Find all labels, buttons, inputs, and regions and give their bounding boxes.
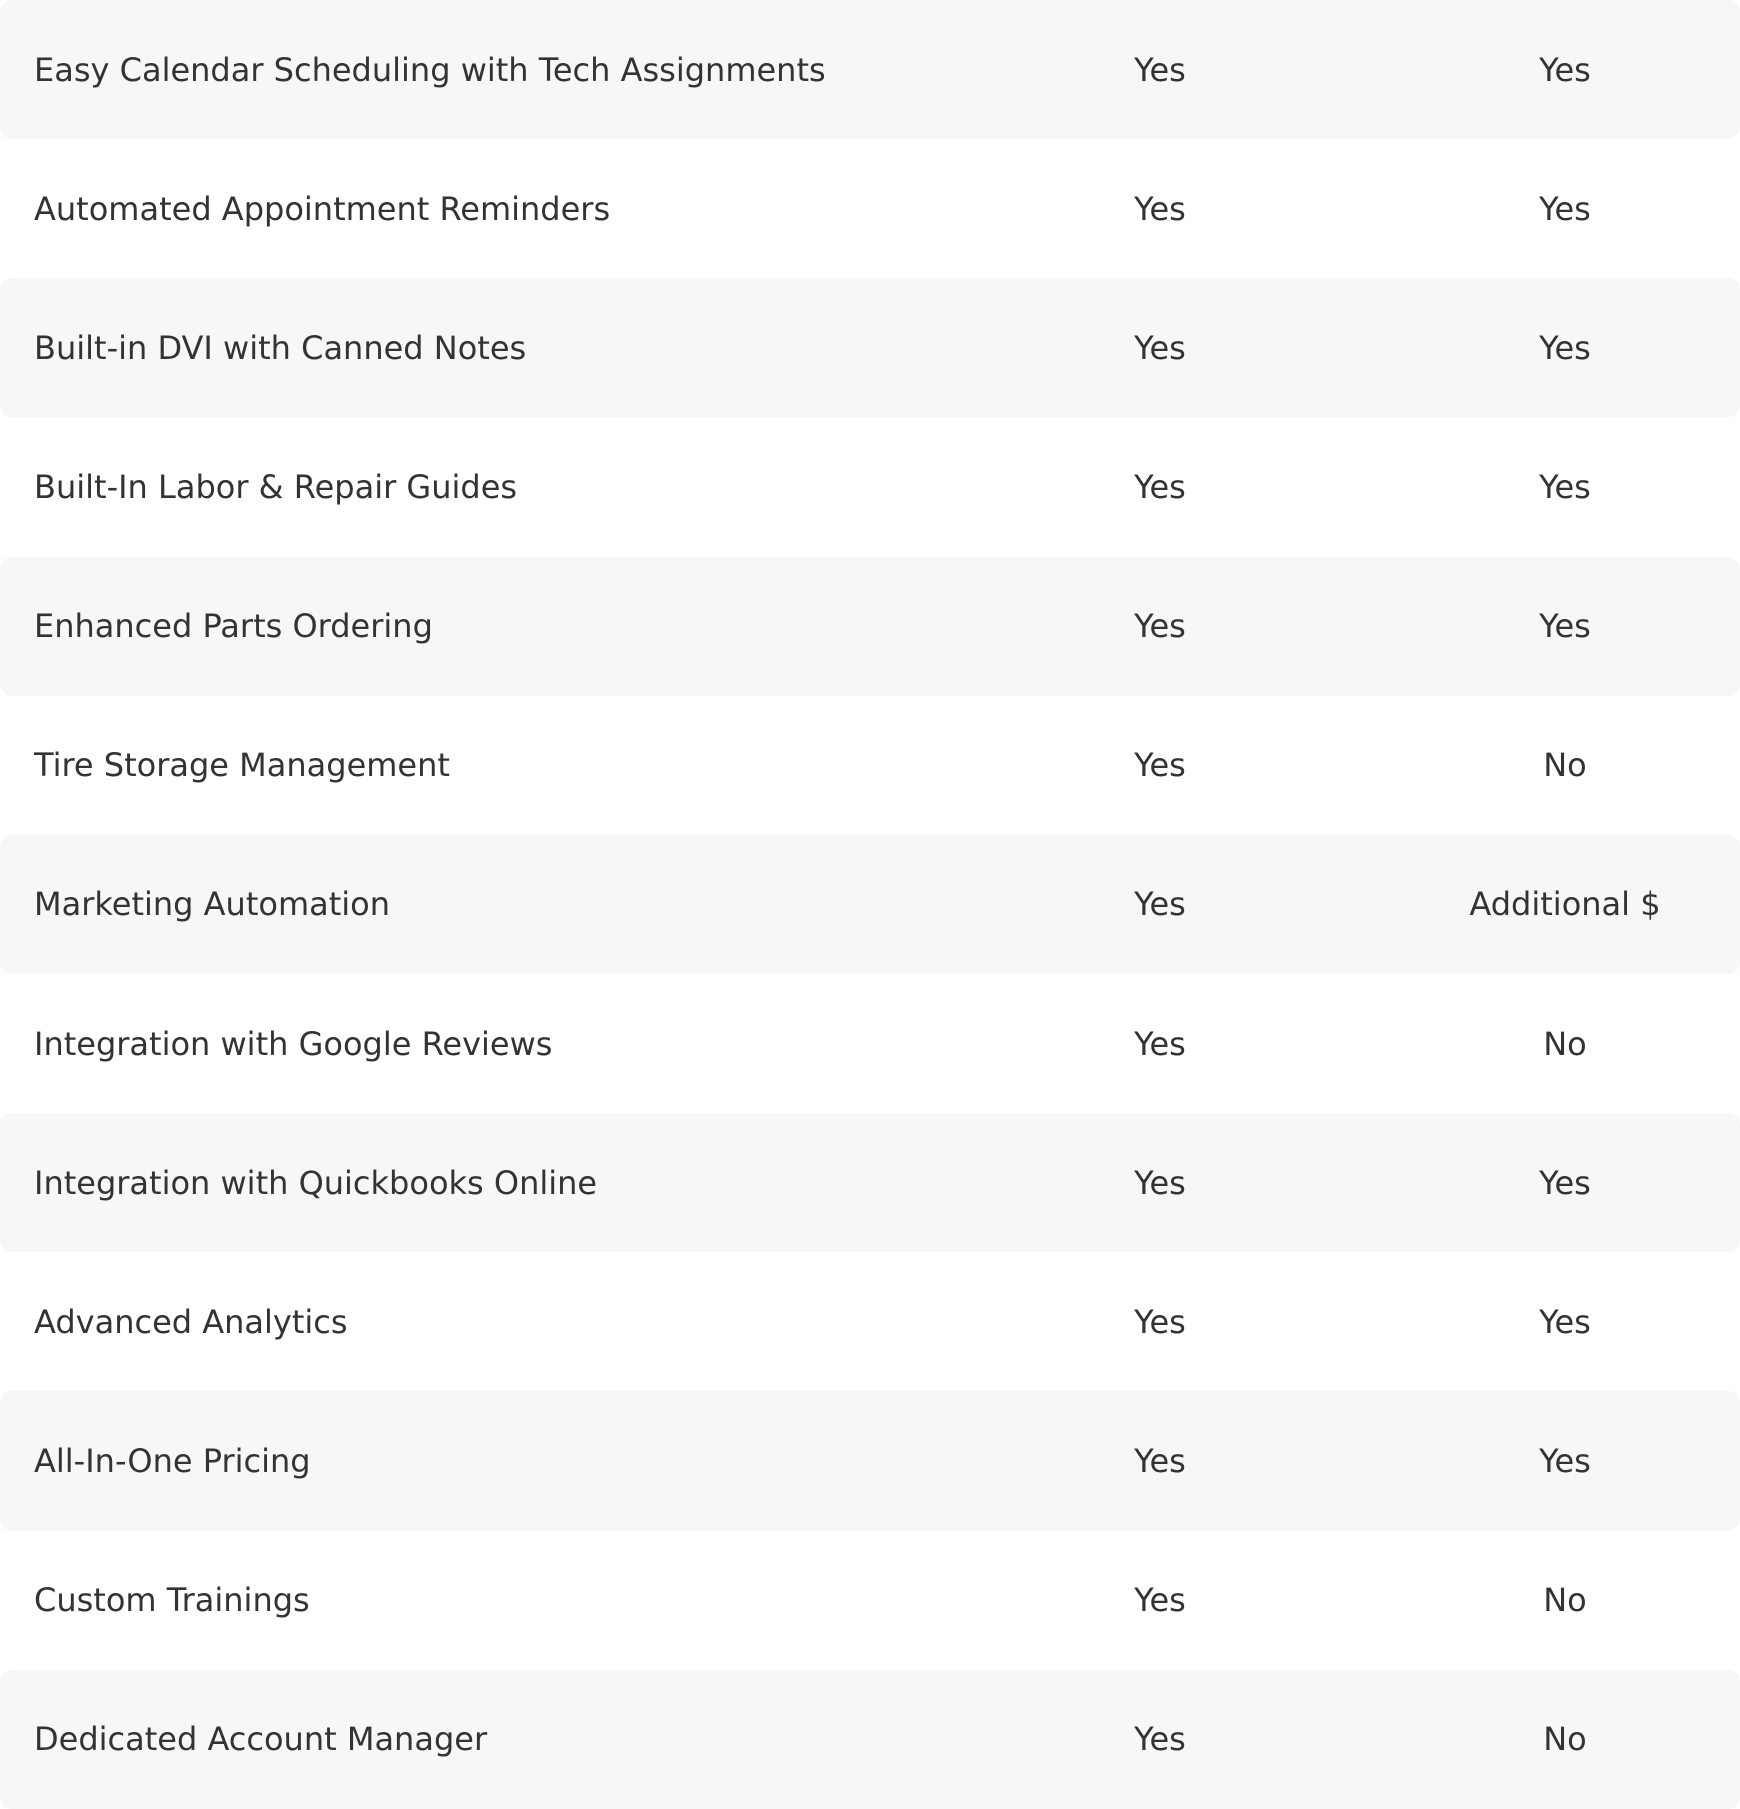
table-row — [0, 278, 1740, 417]
feature-label: Integration with Google Reviews — [34, 1024, 553, 1063]
column-a-value: Yes — [1134, 189, 1186, 228]
column-b-value: Yes — [1539, 1163, 1591, 1202]
table-row — [0, 1531, 1740, 1670]
table-row — [0, 1252, 1740, 1391]
feature-label: Tire Storage Management — [34, 746, 450, 785]
column-a-value: Yes — [1134, 328, 1186, 367]
column-a-value: Yes — [1134, 746, 1186, 785]
column-a-value: Yes — [1134, 885, 1186, 924]
table-row — [0, 1113, 1740, 1252]
column-a-value: Yes — [1134, 1720, 1186, 1759]
column-b-value: Yes — [1539, 467, 1591, 506]
column-a-value: Yes — [1134, 50, 1186, 89]
column-b-value: No — [1543, 1024, 1587, 1063]
column-a-value: Yes — [1134, 1024, 1186, 1063]
table-row — [0, 1670, 1740, 1809]
table-row — [0, 417, 1740, 556]
feature-label: Easy Calendar Scheduling with Tech Assignments — [34, 50, 826, 89]
feature-label: Enhanced Parts Ordering — [34, 607, 433, 646]
table-row — [0, 974, 1740, 1113]
column-a-value: Yes — [1134, 1441, 1186, 1480]
column-b-value: Yes — [1539, 189, 1591, 228]
table-row — [0, 696, 1740, 835]
table-row — [0, 557, 1740, 696]
column-b-value: No — [1543, 1720, 1587, 1759]
column-a-value: Yes — [1134, 1163, 1186, 1202]
table-row — [0, 1391, 1740, 1530]
column-b-value: Yes — [1539, 607, 1591, 646]
column-a-value: Yes — [1134, 1581, 1186, 1620]
column-b-value: No — [1543, 1581, 1587, 1620]
feature-label: All-In-One Pricing — [34, 1441, 311, 1480]
table-row — [0, 0, 1740, 139]
feature-label: Advanced Analytics — [34, 1302, 348, 1341]
feature-label: Integration with Quickbooks Online — [34, 1163, 598, 1202]
feature-label: Custom Trainings — [34, 1581, 310, 1620]
column-b-value: No — [1543, 746, 1587, 785]
column-a-value: Yes — [1134, 607, 1186, 646]
table-row — [0, 835, 1740, 974]
column-a-value: Yes — [1134, 467, 1186, 506]
column-b-value: Yes — [1539, 1302, 1591, 1341]
column-b-value: Yes — [1539, 1441, 1591, 1480]
column-b-value: Yes — [1539, 328, 1591, 367]
feature-label: Built-in DVI with Canned Notes — [34, 328, 527, 367]
feature-label: Automated Appointment Reminders — [34, 189, 611, 228]
table-row — [0, 139, 1740, 278]
feature-label: Built-In Labor & Repair Guides — [34, 467, 518, 506]
column-a-value: Yes — [1134, 1302, 1186, 1341]
column-b-value: Additional $ — [1469, 885, 1661, 924]
feature-label: Marketing Automation — [34, 885, 391, 924]
feature-label: Dedicated Account Manager — [34, 1720, 488, 1759]
column-b-value: Yes — [1539, 50, 1591, 89]
